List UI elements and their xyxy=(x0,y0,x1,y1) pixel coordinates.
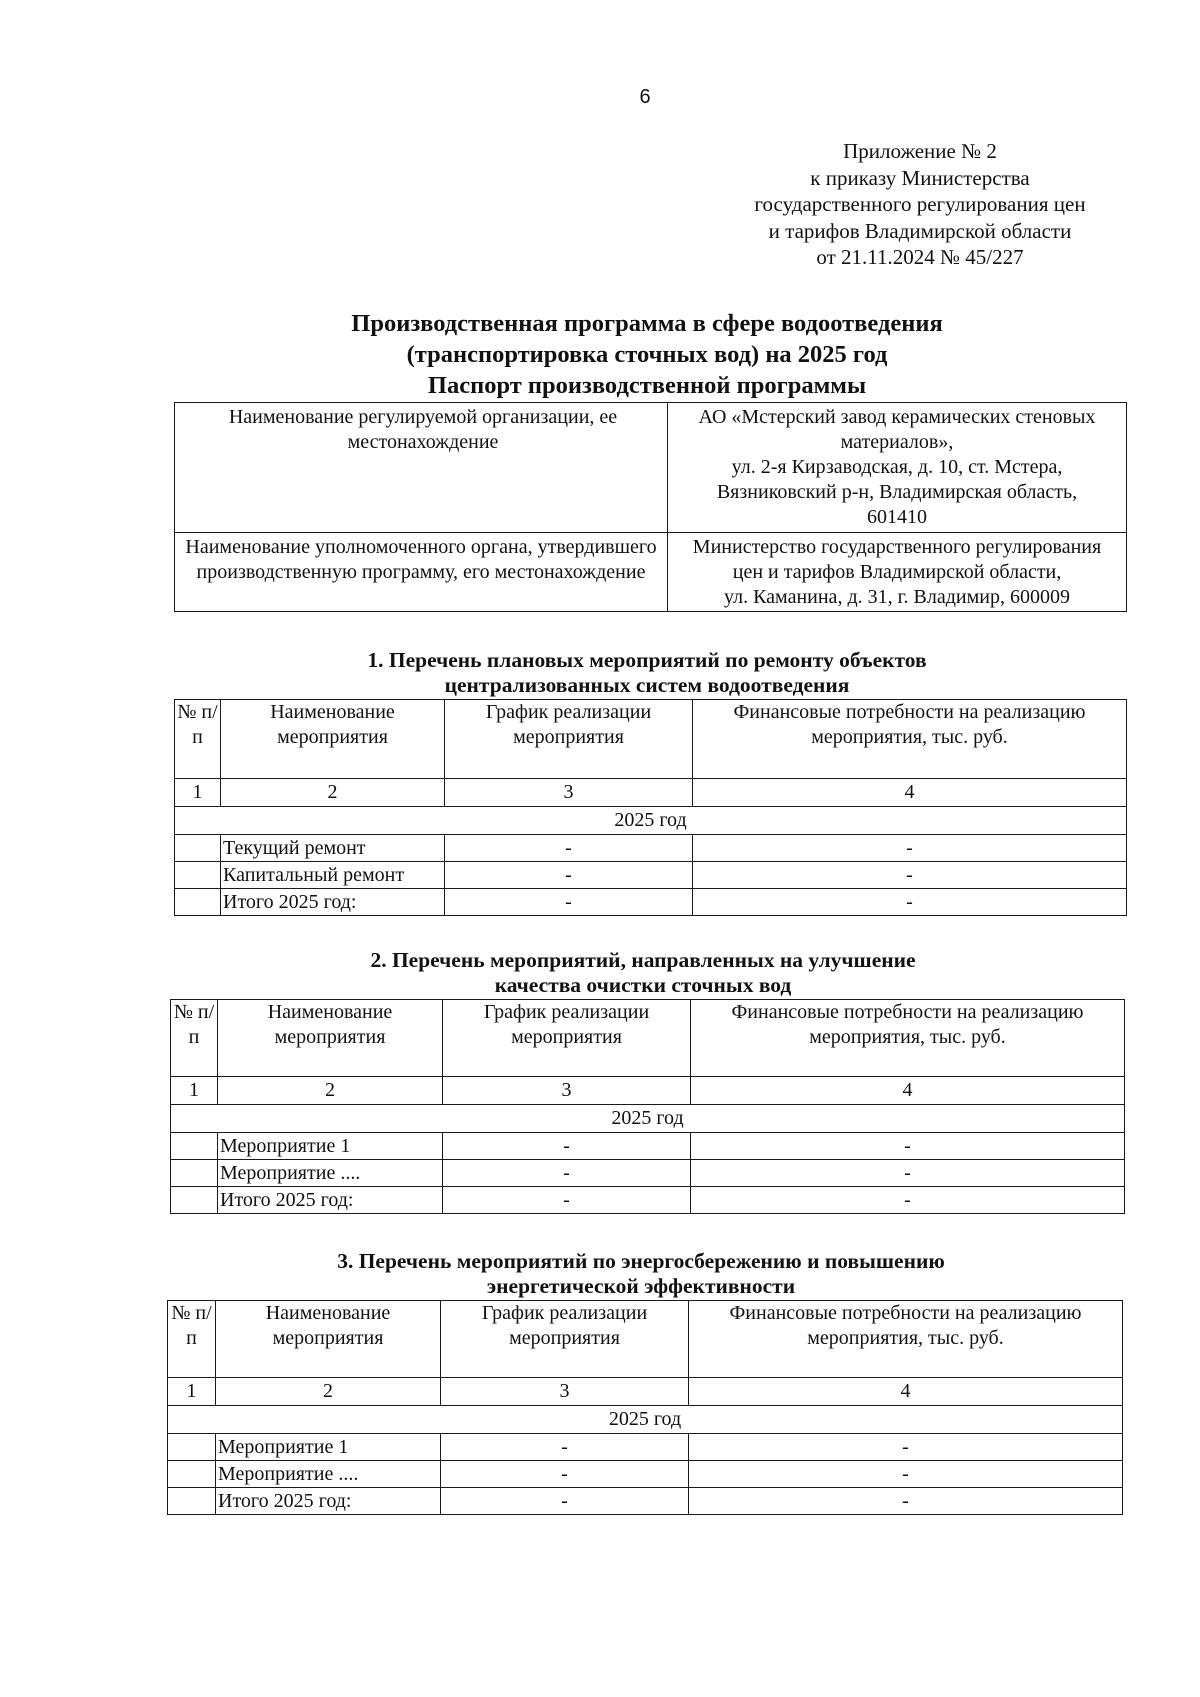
title-line: Производственная программа в сфере водоотведения xyxy=(351,310,943,337)
passport-row-organization xyxy=(175,403,1127,533)
section-title-line: 3. Перечень мероприятий по энергосбережению и повышению xyxy=(337,1249,945,1273)
passport-value-line: АО «Мстерский завод керамических стеновых xyxy=(698,406,1096,428)
row-schedule: - xyxy=(441,1434,689,1461)
section-title-line: 1. Перечень плановых мероприятий по ремонту объектов xyxy=(367,648,927,672)
row-name: Мероприятие 1 xyxy=(218,1133,443,1160)
row-schedule: - xyxy=(443,1187,691,1214)
row-num-cell xyxy=(175,889,221,916)
appendix-line: Приложение № 2 xyxy=(843,139,997,163)
passport-value-line: ул. 2-я Кирзаводская, д. 10, ст. Мстера, xyxy=(731,456,1063,478)
row-name: Итого 2025 год: xyxy=(218,1187,443,1214)
row-finance: - xyxy=(689,1461,1123,1488)
header-finance: Финансовые потребности на реализацию мероприятия, тыс. руб. xyxy=(693,700,1127,779)
column-number: 4 xyxy=(691,1077,1125,1105)
row-finance: - xyxy=(689,1434,1123,1461)
year-label: 2025 год xyxy=(171,1105,1125,1133)
table-row xyxy=(171,1187,1125,1214)
section-title xyxy=(174,648,1120,698)
year-row xyxy=(168,1406,1123,1434)
row-num-cell xyxy=(168,1434,216,1461)
row-finance: - xyxy=(691,1133,1125,1160)
passport-value-line: Министерство государственного регулирования xyxy=(692,536,1102,558)
header-finance: Финансовые потребности на реализацию мероприятия, тыс. руб. xyxy=(689,1301,1123,1378)
header-num: № п/п xyxy=(175,700,221,779)
year-label: 2025 год xyxy=(168,1406,1123,1434)
title-line: Паспорт производственной программы xyxy=(427,372,867,399)
section-title-line: энергетической эффективности xyxy=(486,1274,796,1298)
header-finance: Финансовые потребности на реализацию мероприятия, тыс. руб. xyxy=(691,1000,1125,1077)
header-name: Наименование мероприятия xyxy=(218,1000,443,1077)
table-row xyxy=(171,1133,1125,1160)
row-schedule: - xyxy=(445,889,693,916)
row-num-cell xyxy=(175,862,221,889)
year-row xyxy=(175,807,1127,835)
column-number: 2 xyxy=(216,1378,441,1406)
column-number-row xyxy=(171,1077,1125,1105)
header-schedule: График реализации мероприятия xyxy=(443,1000,691,1077)
section-table xyxy=(167,1300,1123,1515)
table-row xyxy=(168,1434,1123,1461)
column-number: 2 xyxy=(221,779,445,807)
column-number: 3 xyxy=(443,1077,691,1105)
column-number: 1 xyxy=(171,1077,218,1105)
row-finance: - xyxy=(693,862,1127,889)
passport-value xyxy=(668,533,1127,612)
column-number: 1 xyxy=(168,1378,216,1406)
column-number: 1 xyxy=(175,779,221,807)
row-schedule: - xyxy=(441,1488,689,1515)
row-finance: - xyxy=(689,1488,1123,1515)
row-finance: - xyxy=(693,889,1127,916)
section-title-line: качества очистки сточных вод xyxy=(494,973,792,997)
column-number: 4 xyxy=(693,779,1127,807)
appendix-block xyxy=(690,138,1150,271)
title-line: (транспортировка сточных вод) на 2025 год xyxy=(406,341,888,368)
passport-row-authority xyxy=(175,533,1127,612)
row-schedule: - xyxy=(443,1133,691,1160)
table-header-row xyxy=(168,1301,1123,1378)
row-name: Капитальный ремонт xyxy=(221,862,445,889)
column-number: 3 xyxy=(445,779,693,807)
passport-value-line: ул. Каманина, д. 31, г. Владимир, 600009 xyxy=(724,586,1070,608)
section-title xyxy=(170,948,1116,998)
table-row xyxy=(175,835,1127,862)
column-number: 3 xyxy=(441,1378,689,1406)
row-schedule: - xyxy=(441,1461,689,1488)
row-num-cell xyxy=(168,1488,216,1515)
header-num: № п/п xyxy=(168,1301,216,1378)
row-num-cell xyxy=(171,1187,218,1214)
header-schedule: График реализации мероприятия xyxy=(441,1301,689,1378)
table-header-row xyxy=(175,700,1127,779)
appendix-line: к приказу Министерства xyxy=(810,165,1030,190)
header-num: № п/п xyxy=(171,1000,218,1077)
passport-value xyxy=(668,403,1127,533)
passport-label: Наименование уполномоченного органа, утвердившего производственную программу, его местонахождение xyxy=(175,533,668,612)
row-num-cell xyxy=(175,835,221,862)
row-finance: - xyxy=(691,1160,1125,1187)
row-num-cell xyxy=(171,1160,218,1187)
document-title xyxy=(174,308,1120,401)
row-name: Итого 2025 год: xyxy=(221,889,445,916)
passport-label: Наименование регулируемой организации, ее местонахождение xyxy=(175,403,668,533)
column-number: 4 xyxy=(689,1378,1123,1406)
section-title-line: централизованных систем водоотведения xyxy=(444,673,850,697)
page-number: 6 xyxy=(639,86,651,108)
passport-table xyxy=(174,402,1127,612)
row-num-cell xyxy=(171,1133,218,1160)
row-name: Мероприятие .... xyxy=(218,1160,443,1187)
column-number-row xyxy=(175,779,1127,807)
section-title-line: 2. Перечень мероприятий, направленных на улучшение xyxy=(370,948,916,972)
passport-value-line: 601410 xyxy=(867,506,927,528)
section-table xyxy=(170,999,1125,1214)
appendix-line: государственного регулирования цен xyxy=(754,192,1086,216)
row-finance: - xyxy=(691,1187,1125,1214)
row-schedule: - xyxy=(443,1160,691,1187)
appendix-line: от 21.11.2024 № 45/227 xyxy=(816,245,1024,269)
passport-value-line: цен и тарифов Владимирской области, xyxy=(732,561,1062,583)
table-row xyxy=(175,862,1127,889)
table-row xyxy=(171,1160,1125,1187)
row-name: Итого 2025 год: xyxy=(216,1488,441,1515)
row-finance: - xyxy=(693,835,1127,862)
table-row xyxy=(168,1488,1123,1515)
row-name: Мероприятие 1 xyxy=(216,1434,441,1461)
year-label: 2025 год xyxy=(175,807,1127,835)
appendix-line: и тарифов Владимирской области xyxy=(768,218,1072,243)
table-row xyxy=(168,1461,1123,1488)
year-row xyxy=(171,1105,1125,1133)
row-num-cell xyxy=(168,1461,216,1488)
table-header-row xyxy=(171,1000,1125,1077)
passport-value-line: материалов», xyxy=(840,431,954,453)
table-row xyxy=(175,889,1127,916)
header-schedule: График реализации мероприятия xyxy=(445,700,693,779)
column-number-row xyxy=(168,1378,1123,1406)
section-table xyxy=(174,699,1127,916)
row-name: Текущий ремонт xyxy=(221,835,445,862)
row-schedule: - xyxy=(445,862,693,889)
header-name: Наименование мероприятия xyxy=(216,1301,441,1378)
section-title xyxy=(168,1249,1114,1299)
passport-value-line: Вязниковский р-н, Владимирская область, xyxy=(716,481,1078,503)
header-name: Наименование мероприятия xyxy=(221,700,445,779)
column-number: 2 xyxy=(218,1077,443,1105)
row-name: Мероприятие .... xyxy=(216,1461,441,1488)
row-schedule: - xyxy=(445,835,693,862)
